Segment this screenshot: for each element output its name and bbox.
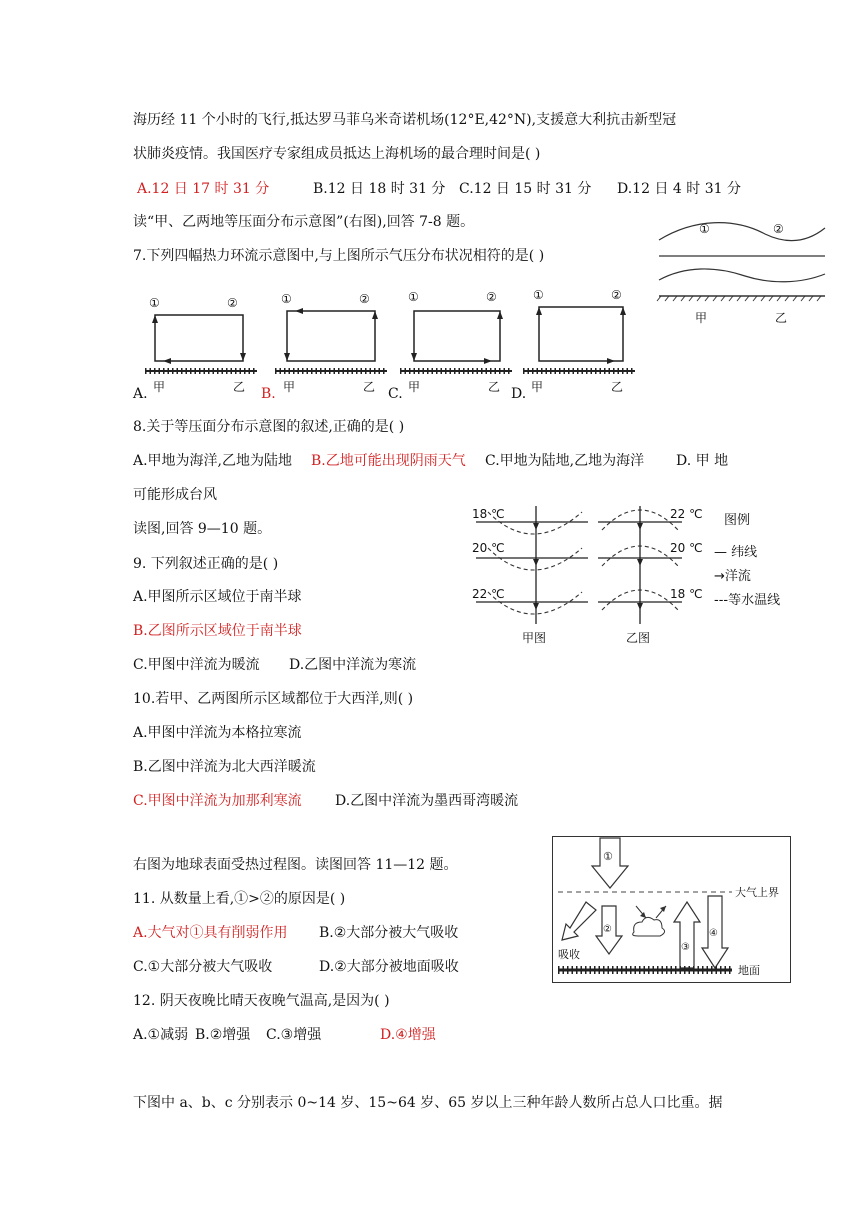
q6-line1: 海历经 11 个小时的飞行,抵达罗马菲乌米奇诺机场(12°E,42°N),支援意大利抗击新型冠 xyxy=(133,112,677,128)
bottom-line: 下图中 a、b、c 分别表示 0~14 岁、15~64 岁、65 岁以上三种年龄人数所占总人口比重。据 xyxy=(133,1095,723,1111)
svg-text:甲: 甲 xyxy=(531,380,544,394)
intro-7-8: 读“甲、乙两地等压面分布示意图”(右图),回答 7-8 题。 xyxy=(133,214,475,230)
q8-option-c[interactable]: C.甲地为陆地,乙地为海洋 xyxy=(485,453,645,469)
q7-option-b[interactable]: B. xyxy=(261,386,276,402)
svg-text:①: ① xyxy=(533,288,544,302)
svg-text:①: ① xyxy=(603,850,613,863)
q8-stem: 8.关于等压面分布示意图的叙述,正确的是( ) xyxy=(133,419,405,435)
q7-option-a[interactable]: A. xyxy=(133,386,148,402)
q10-option-a[interactable]: A.甲图中洋流为本格拉寒流 xyxy=(133,725,302,741)
svg-text:③: ③ xyxy=(681,942,690,953)
q11-option-b[interactable]: B.②大部分被大气吸收 xyxy=(319,925,459,941)
q10-option-d[interactable]: D.乙图中洋流为墨西哥湾暖流 xyxy=(335,793,519,809)
intro-9-10: 读图,回答 9—10 题。 xyxy=(133,521,272,537)
svg-text:④: ④ xyxy=(709,928,718,939)
svg-text:18 ℃: 18 ℃ xyxy=(670,587,703,601)
isobar-diagram xyxy=(655,214,830,324)
q10-option-c[interactable]: C.甲图中洋流为加那利寒流 xyxy=(133,793,302,809)
legend-latitude: — 纬线 xyxy=(714,545,758,560)
q12-option-a[interactable]: A.①减弱 xyxy=(133,1027,189,1043)
q12-stem: 12. 阴天夜晚比晴天夜晚气温高,是因为( ) xyxy=(133,993,390,1009)
intro-11-12: 右图为地球表面受热过程图。读图回答 11—12 题。 xyxy=(133,857,458,873)
legend-current: →洋流 xyxy=(714,569,751,584)
q9-option-a[interactable]: A.甲图所示区域位于南半球 xyxy=(133,589,302,605)
circulation-diagram-c xyxy=(400,287,515,394)
q7-option-d[interactable]: D. xyxy=(511,386,527,402)
top-of-atmosphere-label: 大气上界 xyxy=(735,886,779,899)
q11-option-c[interactable]: C.①大部分被大气吸收 xyxy=(133,959,273,975)
ground-label: 地面 xyxy=(738,964,760,977)
q6-option-d[interactable]: D.12 日 4 时 31 分 xyxy=(617,181,741,197)
q9-option-d[interactable]: D.乙图中洋流为寒流 xyxy=(289,657,417,673)
current-caption-jia: 甲图 xyxy=(522,631,547,645)
q8-option-a[interactable]: A.甲地为海洋,乙地为陆地 xyxy=(133,453,293,469)
isobar-label-jia: 甲 xyxy=(695,311,708,325)
svg-text:②: ② xyxy=(486,290,497,304)
q7-option-c[interactable]: C. xyxy=(388,386,403,402)
svg-text:20 ℃: 20 ℃ xyxy=(670,541,703,555)
svg-text:甲: 甲 xyxy=(408,380,421,394)
absorb-label: 吸收 xyxy=(558,948,580,961)
svg-text:乙: 乙 xyxy=(233,380,246,394)
svg-text:①: ① xyxy=(149,296,160,310)
q8-option-b[interactable]: B.乙地可能出现阴雨天气 xyxy=(311,453,466,469)
q6-option-b[interactable]: B.12 日 18 时 31 分 xyxy=(313,181,446,197)
svg-text:18 ℃: 18 ℃ xyxy=(472,507,505,521)
q12-option-d[interactable]: D.④增强 xyxy=(380,1027,436,1043)
svg-text:②: ② xyxy=(603,924,612,935)
q12-option-b[interactable]: B.②增强 xyxy=(195,1027,251,1043)
q9-stem: 9. 下列叙述正确的是( ) xyxy=(133,556,279,572)
q8-option-d[interactable]: D. 甲 地 xyxy=(676,453,729,469)
q9-option-c[interactable]: C.甲图中洋流为暖流 xyxy=(133,657,260,673)
svg-text:①: ① xyxy=(408,290,419,304)
q12-option-c[interactable]: C.③增强 xyxy=(266,1027,322,1043)
svg-text:22 ℃: 22 ℃ xyxy=(472,587,505,601)
q6-line2: 状肺炎疫情。我国医疗专家组成员抵达上海机场的最合理时间是( ) xyxy=(133,146,541,162)
circulation-diagram-d xyxy=(523,287,638,394)
q9-option-b[interactable]: B.乙图所示区域位于南半球 xyxy=(133,623,302,639)
q8-option-d-continued: 可能形成台风 xyxy=(133,487,217,503)
svg-text:乙: 乙 xyxy=(363,380,376,394)
q7-stem: 7.下列四幅热力环流示意图中,与上图所示气压分布状况相符的是( ) xyxy=(133,248,545,264)
isobar-label-yi: 乙 xyxy=(775,311,788,325)
svg-text:②: ② xyxy=(359,292,370,306)
q6-option-c[interactable]: C.12 日 15 时 31 分 xyxy=(459,181,592,197)
earth-heating-diagram xyxy=(552,836,792,984)
svg-text:②: ② xyxy=(611,288,622,302)
svg-text:甲: 甲 xyxy=(283,380,296,394)
svg-text:20 ℃: 20 ℃ xyxy=(472,541,505,555)
svg-text:①: ① xyxy=(281,292,292,306)
circulation-diagram-b xyxy=(275,287,390,394)
svg-text:甲: 甲 xyxy=(153,380,166,394)
ocean-current-diagram xyxy=(470,500,800,650)
q11-option-d[interactable]: D.②大部分被地面吸收 xyxy=(319,959,459,975)
q10-option-b[interactable]: B.乙图中洋流为北大西洋暖流 xyxy=(133,759,316,775)
svg-text:乙: 乙 xyxy=(488,380,501,394)
q11-option-a[interactable]: A.大气对①具有削弱作用 xyxy=(133,925,288,941)
q6-option-a[interactable]: A.12 日 17 时 31 分 xyxy=(137,181,270,197)
legend-title: 图例 xyxy=(724,513,751,528)
svg-text:乙: 乙 xyxy=(611,380,624,394)
q10-stem: 10.若甲、乙两图所示区域都位于大西洋,则( ) xyxy=(133,691,414,707)
legend-isotherm: ---等水温线 xyxy=(714,593,781,608)
isobar-label-1: ① xyxy=(699,222,710,236)
isobar-label-2: ② xyxy=(773,222,784,236)
current-caption-yi: 乙图 xyxy=(626,631,651,645)
svg-text:22 ℃: 22 ℃ xyxy=(670,507,703,521)
svg-text:②: ② xyxy=(227,296,238,310)
circulation-diagram-a xyxy=(145,287,260,394)
q11-stem: 11. 从数量上看,①>②的原因是( ) xyxy=(133,891,346,907)
